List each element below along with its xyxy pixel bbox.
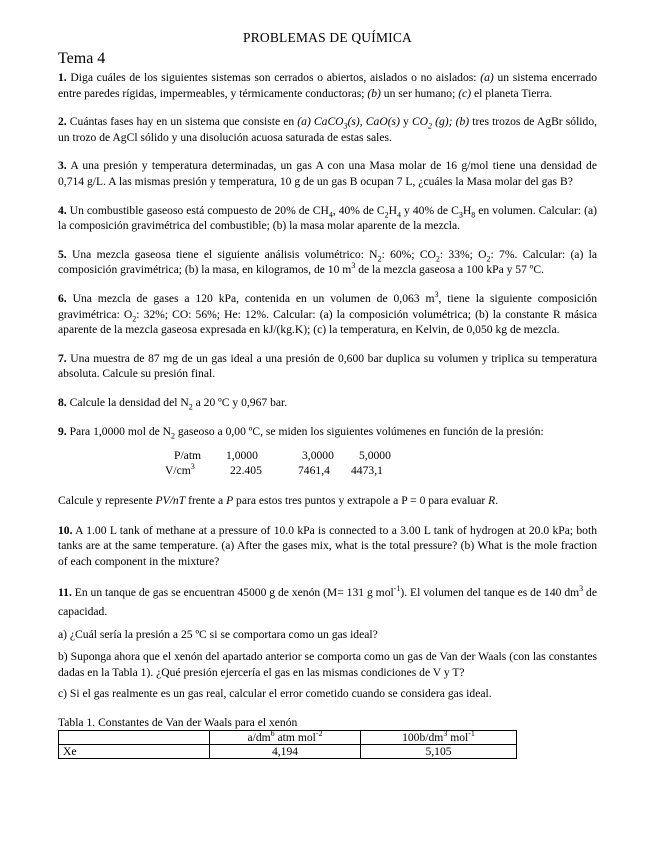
problem-text: un ser humano; [380,86,459,100]
problem-number: 7. [58,351,67,365]
subscript: 2 [384,209,389,219]
subscript: 4 [328,209,333,219]
problem-11-part-c: c) Si el gas realmente es un gas real, calcular el error cometido cuando se considera gas ideal. [58,687,492,701]
problem-text: Una mezcla de gases a 120 kPa, contenida en un volumen de 0,063 m [66,291,435,305]
problem-11-part-a: a) ¿Cuál sería la presión a 25 ºC si se comportara como un gas ideal? [58,628,378,642]
problem-text: frente a [185,494,227,508]
table-caption: Tabla 1. Constantes de Van der Waals para el xenón [58,715,298,729]
header-text: atm mol [274,730,316,744]
problem-text: un sistema encerrado entre paredes rígidas, impermeables, y térmicamente conductoras; [58,71,597,100]
superscript: -1 [393,584,401,594]
problem-2 [58,114,597,145]
document-page [58,30,597,759]
section-heading: Tema 4 [58,50,106,67]
problem-text: el planeta Tierra. [471,86,553,100]
problem-text: P [226,494,234,508]
problem-text: y [399,115,412,129]
problem-number: 9. [58,424,67,438]
subscript: 2 [377,254,382,264]
problem-text: de capacidad. [58,586,598,619]
pressure-value: 1,0000 [226,449,258,463]
problem-text: (b) [367,86,381,100]
table-header-cell [59,730,210,744]
volume-value: 4473,1 [351,464,383,478]
subscript: 2 [486,254,491,264]
table-row [59,744,517,758]
problem-text: tres trozos de AgBr sólido, un trozo de AgCl sólido y una disolución acuosa saturada de estas sales. [58,115,598,144]
problem-text: Una muestra de 87 mg de un gas ideal a una presión de 0,600 bar duplica su volumen y triplica su temperatura absoluta. Calcule su presión final. [58,351,597,381]
problem-text: (g); (b) [432,115,470,129]
problem-text: (c) [458,86,472,100]
problem-text: : 7%. Calcular: (a) la composición gravimétrica; (b) la masa, en kilogramos, de 10 m [58,247,597,277]
problem-11-statement [58,583,597,621]
pressure-label: P/atm [174,449,202,463]
problem-text: Cuántas fases hay en un sistema que consiste en [66,115,298,129]
problem-text: : 60%; CO [381,247,436,261]
problem-text: Diga cuáles de los siguientes sistemas son cerrados o abiertos, aislados o no aislados: [66,71,481,84]
problem-text: R [488,494,496,508]
problem-text: A una presión y temperatura determinadas, un gas A con una Masa molar de 16 g/mol tiene una densidad de 0,714 g/L. A las mismas presión y temperatura, 10 g de un gas B ocupan 7 L, ¿cuáles la Masa molar del gas B? [58,159,597,188]
problem-text: CO [411,115,429,129]
table-cell-a: 4,194 [210,744,361,758]
superscript: 3 [190,462,195,472]
problem-number: 5. [58,247,67,261]
superscript: 3 [579,584,584,594]
problem-text: Calcule y represente [58,494,156,508]
superscript: 3 [351,261,356,271]
subscript: 4 [397,209,402,219]
problem-text: : 33%; O [439,247,487,261]
problem-4 [58,203,597,234]
problem-text: de la mezcla gaseosa a 100 kPa y 57 ºC. [355,263,545,277]
table-cell-label: Xe [59,744,210,758]
problem-text: (s), CaO(s) [347,115,400,129]
header-text: 100b/dm [402,730,444,744]
problem-text: : 32%; CO: 56%; He: 12%. Calcular: (a) la composición volumétrica; (b) la constante R másica aparente de la mezcla gaseosa expresada en kJ/(kg.K); (c) la temperatura, en Kelvin, de 0,050 kg de mezcla. [58,307,598,337]
problem-text: En un tanque de gas se encuentran 45000 g de xenón (M= 131 g mol [71,586,394,600]
problem-text: a 20 ºC y 0,967 bar. [192,395,288,409]
problem-text: en volumen. Calcular: (a) la composición gravimétrica del combustible; (b) la masa molar aparente de la mezcla. [58,203,597,233]
problem-text: Una mezcla gaseosa tiene el siguiente análisis volumétrico: N [66,247,378,261]
subscript: 3 [458,209,463,219]
problem-text: PV/nT [155,494,186,508]
subscript: 8 [471,209,476,219]
subscript: 2 [435,254,440,264]
problem-5 [58,247,597,278]
problem-7 [58,351,597,382]
volume-label [165,464,195,477]
problem-text: H [462,203,472,217]
problem-11-part-b: b) Suponga ahora que el xenón del apartado anterior se comporta como un gas de Van der Waals (con las constantes dadas en la Tabla 1). ¿Qué presión ejercería el gas en las mismas condiciones de V y T? [58,650,597,679]
problem-text: para estos tres puntos y extrapole a P = 0 para evaluar [233,494,489,508]
problem-text: Calcule la densidad del N [66,395,189,409]
volume-value: 7461,4 [298,464,330,478]
page-title: PROBLEMAS DE QUÍMICA [242,30,412,45]
problem-number: 10. [58,523,73,537]
problem-1 [58,70,597,101]
problem-text: H [388,203,398,217]
subscript: 2 [132,313,137,323]
volume-value: 22.405 [230,464,262,478]
problem-11 [58,583,597,701]
subscript: 2 [171,430,176,440]
subscript: 2 [428,121,433,131]
problem-number: 2. [58,115,67,129]
subscript: 2 [188,402,193,412]
problem-text: A 1.00 L tank of methane at a pressure of 10.0 kPa is connected to a 3.00 L tank of hydrogen at 20.0 kPa; both tanks are at the same temperature. (a) After the gases mix, what is the total pressure? (b) What is the mole fraction of each component in the mixture? [58,523,597,568]
problem-text: , tiene la siguiente composición gravimétrica: O [58,291,597,321]
problem-text: gaseoso a 0,00 ºC, se miden los siguientes volúmenes en función de la presión: [175,424,544,438]
problem-8 [58,395,597,411]
pressure-volume-data [58,447,597,483]
problem-text: y 40% de C [401,203,459,217]
van-der-waals-table [58,730,517,759]
superscript: 6 [270,728,275,738]
problem-number: 1. [58,71,67,84]
problem-6 [58,291,597,338]
header-text: a/dm [247,730,271,744]
problem-number: 6. [58,291,67,305]
superscript: -2 [315,728,323,738]
problem-3 [58,158,597,189]
problem-9-instruction [58,493,597,509]
problem-9 [58,424,597,440]
problem-text: ). El volumen del tanque es de 140 dm [400,586,580,600]
problem-number: 11. [58,586,72,600]
table-cell-b: 5,105 [361,744,517,758]
volume-label-text: V/cm [165,464,191,478]
problem-text: . [495,494,499,508]
table-header-row [59,730,517,744]
problem-number: 3. [58,159,67,173]
header-text: mol [447,730,469,744]
superscript: -1 [468,728,475,738]
problem-number: 4. [58,203,67,217]
superscript: 3 [434,290,439,300]
problem-number: 8. [58,395,67,409]
problem-text: Para 1,0000 mol de N [66,424,172,438]
pressure-value: 5,0000 [359,449,391,463]
problem-text: (a) [480,71,494,84]
problem-text: (a) CaCO [297,115,344,129]
table-header-b [361,730,517,744]
superscript: 3 [443,728,448,738]
pressure-value: 3,0000 [302,449,334,463]
problem-10 [58,523,597,570]
problem-text: Un combustible gaseoso está compuesto de 20% de CH [66,203,329,217]
table-header-a [210,730,361,744]
subscript: 3 [343,121,348,131]
problem-text: , 40% de C [332,203,385,217]
